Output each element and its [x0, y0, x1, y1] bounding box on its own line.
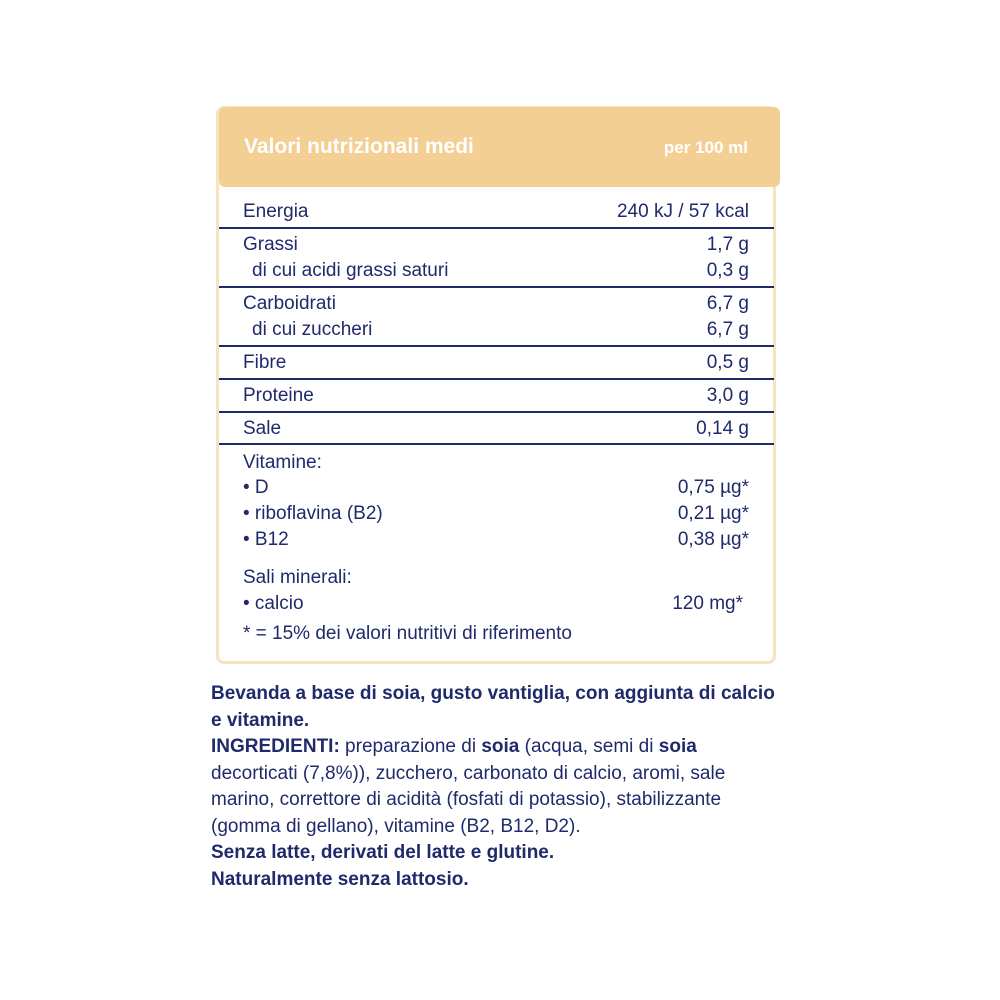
row-label: • B12	[243, 529, 289, 550]
row-value: 0,3 g	[706, 260, 749, 281]
product-description: Bevanda a base di soia, gusto vantiglia, con aggiunta di calcio e vitamine.	[211, 683, 775, 731]
divider	[219, 411, 774, 413]
divider	[219, 227, 774, 229]
vitamins-heading	[243, 450, 749, 476]
row-label: di cui zuccheri	[252, 319, 373, 340]
row-label: Proteine	[243, 385, 314, 406]
row-value: 0,14 g	[696, 418, 749, 439]
divider	[219, 443, 774, 445]
row-label: Grassi	[243, 234, 298, 255]
row-value: 0,5 g	[706, 352, 749, 373]
row-label: Energia	[243, 201, 309, 222]
row-proteine	[243, 383, 749, 409]
row-energia	[243, 199, 749, 225]
row-label: Sale	[243, 418, 282, 439]
row-label: • calcio	[243, 593, 304, 614]
ingredients-part: preparazione di	[339, 736, 482, 757]
ingredients-part: (acqua, semi di	[519, 736, 659, 757]
row-label: Fibre	[243, 352, 287, 373]
row-calcio	[243, 591, 749, 617]
row-vitamin-b12	[243, 527, 749, 553]
table-header	[219, 107, 780, 187]
row-value: 1,7 g	[706, 234, 749, 255]
row-label: • riboflavina (B2)	[243, 503, 383, 524]
row-label: di cui acidi grassi saturi	[252, 260, 449, 281]
row-value: 0,75 µg*	[677, 477, 749, 498]
row-vitamin-d	[243, 475, 749, 501]
minerals-heading	[243, 565, 749, 591]
row-zuccheri	[243, 317, 749, 343]
row-value: 0,21 µg*	[677, 503, 749, 524]
ingredients-label: INGREDIENTI:	[211, 736, 340, 757]
row-value: 6,7 g	[706, 293, 749, 314]
allergen-note: Senza latte, derivati del latte e glutine.	[211, 842, 555, 863]
row-vitamin-b2	[243, 501, 749, 527]
section-heading: Sali minerali:	[243, 567, 352, 588]
table-unit: per 100 ml	[663, 138, 748, 157]
ingredients-block	[211, 681, 781, 893]
table-title: Valori nutrizionali medi	[244, 135, 474, 158]
lactose-note: Naturalmente senza lattosio.	[211, 868, 469, 890]
divider	[219, 378, 774, 380]
row-value: 3,0 g	[706, 385, 749, 406]
ingredients-part: decorticati (7,8%)), zucchero, carbonato di calcio, aromi, sale marino, correttore di acidità (fosfati di potassio), stabilizzante (gomma di gellano), vitamine (B2, B12, D2).	[211, 762, 726, 837]
divider	[219, 286, 774, 288]
section-heading: Vitamine:	[243, 452, 322, 473]
row-saturi	[243, 258, 749, 284]
row-grassi	[243, 232, 749, 258]
ingredients-text	[211, 734, 781, 840]
row-value: 120 mg*	[672, 593, 743, 614]
row-value: 240 kJ / 57 kcal	[616, 201, 749, 222]
row-carboidrati	[243, 291, 749, 317]
allergen-soia: soia	[481, 736, 520, 757]
divider	[219, 345, 774, 347]
row-sale	[243, 416, 749, 442]
row-fibre	[243, 350, 749, 376]
row-value: 6,7 g	[706, 319, 749, 340]
footnote: * = 15% dei valori nutritivi di riferimento	[243, 623, 572, 644]
row-label: Carboidrati	[243, 293, 336, 314]
row-label: • D	[243, 477, 269, 498]
allergen-soia: soia	[658, 736, 697, 757]
row-value: 0,38 µg*	[677, 529, 749, 550]
